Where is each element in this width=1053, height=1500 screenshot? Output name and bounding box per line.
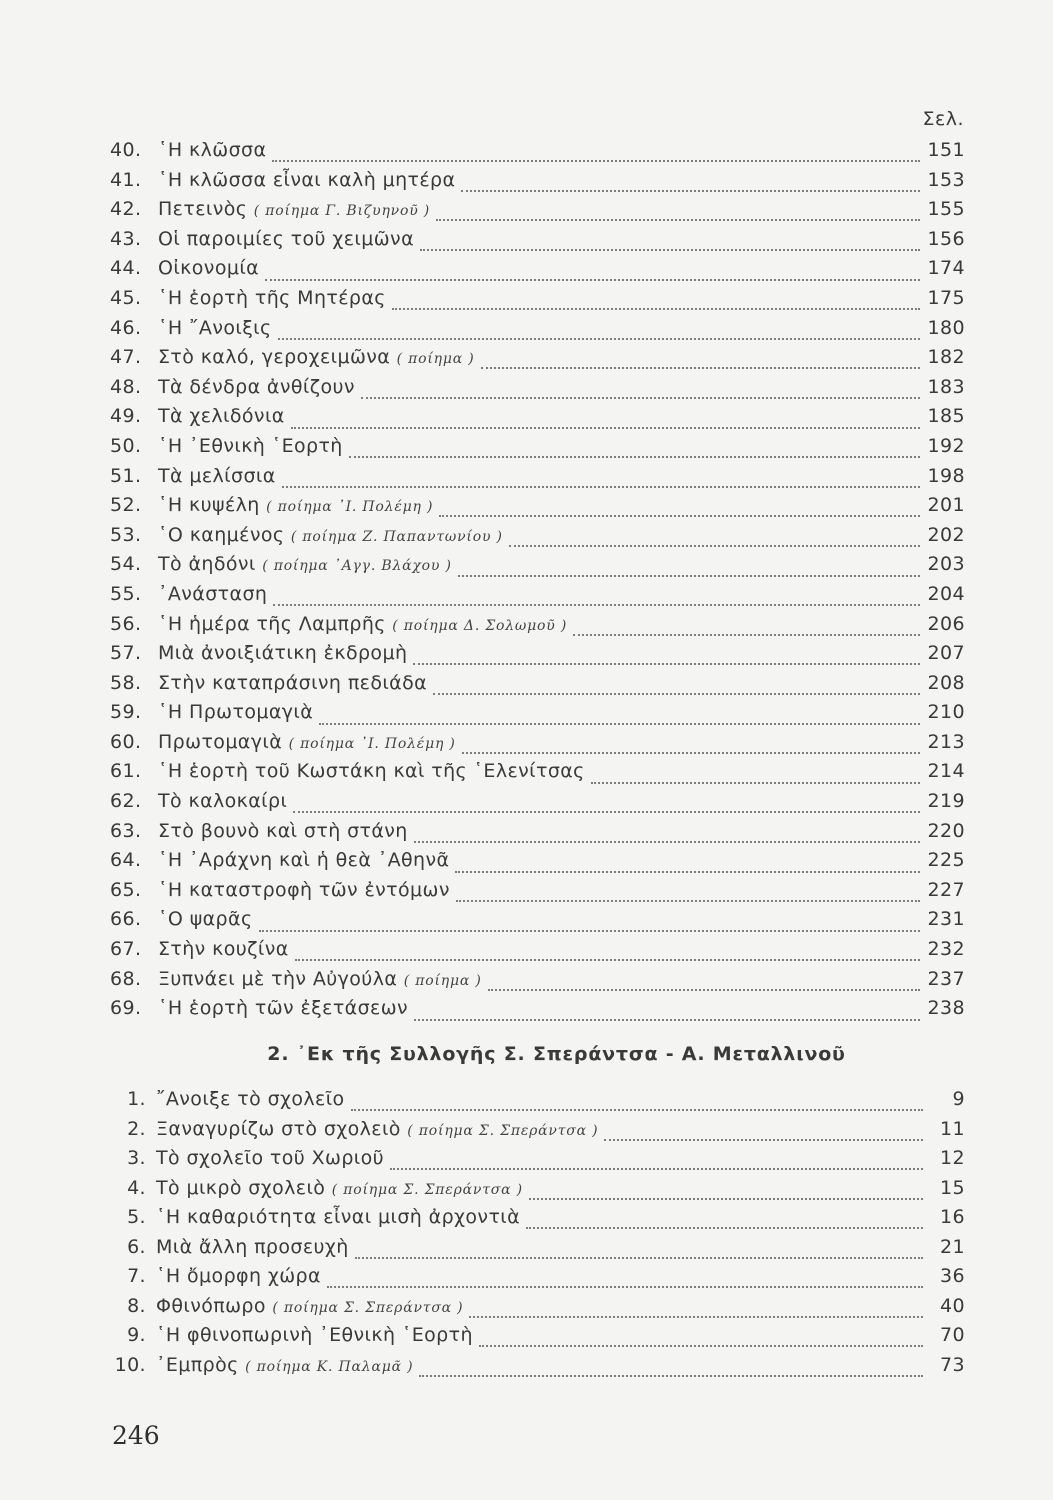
toc-entry	[110, 346, 965, 376]
dot-leader	[295, 958, 920, 961]
toc-entry	[110, 1147, 965, 1177]
entry-number: 56.	[110, 612, 142, 635]
entry-number: 69.	[110, 997, 142, 1020]
entry-number: 8.	[127, 1294, 146, 1317]
dot-leader	[433, 692, 919, 695]
section-2-list	[110, 1088, 965, 1383]
dot-leader	[479, 1344, 923, 1347]
entry-title-text: Τὰ δένδρα ἀνθίζουν	[158, 375, 355, 398]
toc-entry	[110, 1206, 965, 1236]
entry-title	[158, 524, 503, 546]
toc-entry	[110, 820, 965, 850]
entry-title-text: ῾Η φθινοπωρινὴ ᾿Εθνικὴ ῾Εορτὴ	[156, 1324, 473, 1346]
entry-title	[158, 257, 259, 279]
entry-title-text: Ξαναγυρίζω στὸ σχολειὸ	[156, 1117, 401, 1140]
entry-page-number: 231	[927, 908, 965, 931]
entry-page-number: 219	[927, 790, 965, 813]
entry-title-text: Στὴν κουζίνα	[158, 938, 289, 961]
entry-number: 41.	[110, 168, 142, 191]
entry-page-number: 207	[927, 642, 965, 665]
entry-title-text: Τὰ μελίσσια	[158, 464, 276, 487]
entry-title	[158, 820, 408, 842]
entry-title	[156, 1118, 598, 1140]
entry-title	[158, 583, 267, 605]
entry-subtitle: ( ποίημα Δ. Σολωμοῦ )	[392, 617, 568, 634]
toc-entry	[110, 790, 965, 820]
entry-page-number: 198	[927, 464, 965, 487]
entry-number: 57.	[110, 642, 142, 665]
entry-title	[158, 346, 475, 368]
entry-page-number: 182	[927, 346, 965, 369]
table-of-contents	[110, 139, 965, 1027]
entry-title	[158, 849, 449, 871]
entry-title-text: ῾Η κλῶσσα	[158, 139, 267, 161]
entry-number: 53.	[110, 523, 142, 546]
entry-title-text: Φθινόπωρο	[156, 1294, 266, 1317]
entry-subtitle: ( ποίημα Σ. Σπεράντσα )	[331, 1181, 523, 1198]
toc-entry	[110, 1295, 965, 1325]
entry-number: 46.	[110, 316, 142, 339]
dot-leader	[349, 455, 920, 458]
entry-title-text: Οἰκονομία	[158, 257, 260, 280]
dot-leader	[488, 988, 920, 991]
dot-leader	[293, 810, 919, 813]
entry-page-number: 208	[927, 671, 965, 694]
entry-number: 59.	[110, 701, 142, 724]
entry-number: 45.	[110, 286, 142, 309]
entry-title-text: Στὴν καταπράσινη πεδιάδα	[158, 671, 428, 694]
entry-title	[156, 1265, 321, 1287]
entry-page-number: 192	[927, 434, 965, 457]
entry-title	[156, 1206, 520, 1228]
entry-number: 67.	[110, 938, 142, 961]
entry-number: 52.	[110, 494, 142, 517]
entry-number: 43.	[110, 227, 142, 250]
dot-leader	[439, 514, 919, 517]
entry-number: 60.	[110, 730, 142, 753]
entry-page-number: 156	[927, 227, 965, 250]
toc-entry	[110, 553, 965, 583]
entry-subtitle: ( ποίημα ᾿Αγγ. Βλάχου )	[262, 558, 452, 575]
entry-title-text: Τὸ μικρὸ σχολειὸ	[156, 1176, 326, 1199]
entry-page-number: 201	[927, 494, 965, 517]
toc-entry	[110, 1324, 965, 1354]
entry-title	[158, 908, 253, 930]
entry-page-number: 70	[940, 1324, 965, 1346]
entry-number: 5.	[127, 1206, 146, 1228]
toc-entry	[110, 642, 965, 672]
entry-number: 65.	[110, 878, 142, 901]
dot-leader	[327, 1285, 923, 1288]
toc-entry	[110, 1118, 965, 1148]
entry-title-text: Στὸ καλό, γεροχειμῶνα	[158, 346, 391, 369]
entry-title	[156, 1177, 523, 1199]
entry-title-text: Μιὰ ἄλλη προσευχὴ	[156, 1235, 349, 1258]
entry-title-text: ῾Η ᾿Εθνικὴ ῾Εορτὴ	[158, 434, 343, 457]
toc-entry	[110, 908, 965, 938]
entry-page-number: 174	[927, 257, 965, 280]
entry-title	[158, 287, 386, 309]
entry-number: 9.	[127, 1324, 146, 1346]
entry-page-number: 225	[927, 849, 965, 872]
entry-subtitle: ( ποίημα Γ. Βιζυηνοῦ )	[253, 203, 431, 220]
entry-title-text: Στὸ βουνὸ καὶ στὴ στάνη	[158, 819, 408, 842]
entry-subtitle: ( ποίημα )	[396, 351, 475, 368]
entry-title-text: Πρωτομαγιὰ	[158, 730, 283, 753]
entry-page-number: 210	[927, 701, 965, 724]
entry-subtitle: ( ποίημα Κ. Παλαμᾶ )	[245, 1358, 414, 1375]
entry-page-number: 185	[927, 405, 965, 428]
dot-leader	[361, 396, 920, 399]
toc-entry	[110, 613, 965, 643]
entry-title	[158, 997, 408, 1019]
entry-page-number: 183	[927, 375, 965, 398]
entry-number: 66.	[110, 908, 142, 931]
section-heading	[0, 1043, 1053, 1065]
entry-title	[158, 198, 430, 220]
entry-page-number: 175	[927, 286, 965, 309]
entry-number: 44.	[110, 257, 142, 280]
dot-leader	[573, 633, 919, 636]
entry-number: 42.	[110, 198, 142, 221]
dot-leader	[278, 337, 920, 340]
entry-title-text: Πετεινὸς	[158, 198, 248, 221]
toc-entry	[110, 938, 965, 968]
entry-title-text: ῾Ο ψαρᾶς	[158, 908, 253, 931]
entry-number: 55.	[110, 582, 142, 605]
entry-title-text: ῾Η ἑορτὴ τοῦ Κωστάκη καὶ τῆς ῾Ελενίτσας	[158, 760, 585, 783]
entry-title	[156, 1088, 345, 1110]
entry-title	[158, 139, 266, 161]
entry-title	[158, 494, 433, 516]
entry-title	[158, 228, 414, 250]
dot-leader	[414, 1018, 919, 1021]
dot-leader	[390, 1167, 923, 1170]
toc-entry	[110, 317, 965, 347]
entry-title	[158, 672, 427, 694]
toc-entry	[110, 849, 965, 879]
toc-entry	[110, 731, 965, 761]
dot-leader	[273, 603, 919, 606]
entry-title	[156, 1236, 349, 1258]
dot-leader	[529, 1197, 923, 1200]
entry-title	[158, 790, 287, 812]
dot-leader	[392, 307, 920, 310]
entry-title-text: ῾Η ἑορτὴ τῆς Μητέρας	[158, 286, 386, 309]
entry-title-text: ῾Η κυψέλη	[158, 494, 260, 517]
entry-title-text: ῾Η ῎Ανοιξις	[158, 316, 272, 339]
entry-title-text: ῾Η Πρωτομαγιὰ	[158, 701, 314, 724]
dot-leader	[282, 485, 920, 488]
entry-subtitle: ( ποίημα ᾿Ι. Πολέμη )	[288, 735, 456, 752]
dot-leader	[419, 1374, 923, 1377]
toc-entry	[110, 1354, 965, 1384]
entry-subtitle: ( ποίημα ᾿Ι. Πολέμη )	[266, 499, 434, 516]
dot-leader	[481, 366, 920, 369]
entry-number: 48.	[110, 375, 142, 398]
toc-entry	[110, 760, 965, 790]
entry-page-number: 232	[927, 938, 965, 961]
toc-entry	[110, 435, 965, 465]
entry-page-number: 238	[927, 997, 965, 1020]
toc-entry	[110, 257, 965, 287]
entry-page-number: 153	[927, 168, 965, 191]
entry-title	[158, 613, 567, 635]
toc-entry	[110, 169, 965, 199]
entry-number: 49.	[110, 405, 142, 428]
entry-title	[158, 405, 285, 427]
entry-title-text: ῾Η καθαριότητα εἶναι μισὴ ἀρχοντιὰ	[156, 1206, 521, 1228]
dot-leader	[265, 278, 919, 281]
toc-entry	[110, 672, 965, 702]
entry-title	[156, 1295, 463, 1317]
entry-title-text: ῾Ο καημένος	[158, 523, 285, 546]
entry-title-text: ᾿Εμπρὸς	[156, 1353, 239, 1376]
entry-page-number: 40	[940, 1294, 965, 1317]
entry-number: 64.	[110, 849, 142, 872]
entry-subtitle: ( ποίημα Ζ. Παπαντωνίου )	[290, 528, 503, 545]
entry-number: 62.	[110, 790, 142, 813]
dot-leader	[604, 1138, 923, 1141]
entry-page-number: 11	[940, 1117, 965, 1140]
entry-title-text: Τὸ σχολεῖο τοῦ Χωριοῦ	[156, 1147, 385, 1169]
entry-title	[158, 553, 452, 575]
entry-title	[158, 760, 585, 782]
entry-page-number: 206	[927, 612, 965, 635]
dot-leader	[526, 1226, 923, 1229]
dot-leader	[355, 1256, 923, 1259]
dot-leader	[319, 722, 919, 725]
toc-entry	[110, 376, 965, 406]
entry-title	[158, 169, 455, 191]
dot-leader	[272, 159, 919, 162]
entry-title-text: ᾿Ανάσταση	[158, 582, 268, 605]
dot-leader	[458, 574, 920, 577]
toc-entry	[110, 968, 965, 998]
entry-page-number: 204	[927, 582, 965, 605]
entry-page-number: 227	[927, 878, 965, 901]
entry-title	[158, 317, 272, 339]
toc-entry	[110, 1177, 965, 1207]
dot-leader	[420, 248, 920, 251]
entry-title-text: Τὸ καλοκαίρι	[158, 790, 288, 813]
entry-page-number: 12	[940, 1147, 965, 1169]
entry-page-number: 180	[927, 316, 965, 339]
entry-title	[156, 1147, 384, 1169]
toc-entry	[110, 524, 965, 554]
entry-page-number: 220	[927, 819, 965, 842]
entry-number: 1.	[127, 1088, 146, 1110]
page-column-label: Σελ.	[922, 108, 964, 130]
entry-title	[156, 1354, 413, 1376]
entry-title	[158, 642, 407, 664]
dot-leader	[414, 840, 920, 843]
toc-entry	[110, 465, 965, 495]
entry-title-text: ῎Ανοιξε τὸ σχολεῖο	[156, 1088, 345, 1110]
dot-leader	[509, 544, 920, 547]
entry-title	[158, 701, 313, 723]
entry-subtitle: ( ποίημα Σ. Σπεράντσα )	[407, 1122, 599, 1139]
entry-page-number: 9	[952, 1088, 965, 1110]
entry-title-text: ῾Η ἡμέρα τῆς Λαμπρῆς	[158, 612, 386, 635]
toc-entry	[110, 879, 965, 909]
entry-number: 40.	[110, 139, 142, 161]
toc-entry	[110, 405, 965, 435]
entry-title-text: ῾Η ἑορτὴ τῶν ἐξετάσεων	[158, 997, 409, 1020]
entry-number: 54.	[110, 553, 142, 576]
toc-entry	[110, 228, 965, 258]
entry-number: 2.	[127, 1117, 146, 1140]
entry-number: 50.	[110, 434, 142, 457]
entry-number: 51.	[110, 464, 142, 487]
entry-number: 63.	[110, 819, 142, 842]
dot-leader	[413, 662, 919, 665]
toc-entry	[110, 139, 965, 169]
entry-number: 58.	[110, 671, 142, 694]
entry-page-number: 73	[940, 1353, 965, 1376]
dot-leader	[456, 899, 920, 902]
entry-title-text: ῾Η κλῶσσα εἶναι καλὴ μητέρα	[158, 168, 456, 191]
entry-page-number: 36	[940, 1265, 965, 1287]
entry-number: 47.	[110, 346, 142, 369]
entry-number: 68.	[110, 967, 142, 990]
dot-leader	[259, 929, 920, 932]
toc-entry	[110, 1088, 965, 1118]
entry-title	[156, 1324, 473, 1346]
toc-entry	[110, 997, 965, 1027]
toc-entry	[110, 701, 965, 731]
entry-title	[158, 968, 482, 990]
toc-entry	[110, 1236, 965, 1266]
entry-number: 6.	[127, 1235, 146, 1258]
entry-title-text: Μιὰ ἀνοιξιάτικη ἐκδρομὴ	[158, 642, 408, 665]
entry-page-number: 203	[927, 553, 965, 576]
entry-number: 61.	[110, 760, 142, 783]
entry-page-number: 237	[927, 967, 965, 990]
entry-page-number: 16	[940, 1206, 965, 1228]
entry-title	[158, 879, 450, 901]
entry-number: 4.	[127, 1176, 146, 1199]
entry-title-text: Τὸ ἀηδόνι	[158, 553, 256, 576]
entry-number: 7.	[127, 1265, 146, 1287]
entry-title-text: Ξυπνάει μὲ τὴν Αὐγούλα	[158, 967, 398, 990]
entry-page-number: 214	[927, 760, 965, 783]
entry-title	[158, 465, 276, 487]
entry-page-number: 213	[927, 730, 965, 753]
dot-leader	[462, 751, 920, 754]
entry-title-text: Τὰ χελιδόνια	[158, 405, 285, 428]
entry-title	[158, 435, 343, 457]
entry-title	[158, 731, 456, 753]
entry-page-number: 151	[927, 139, 965, 161]
dot-leader	[455, 870, 919, 873]
dot-leader	[469, 1315, 923, 1318]
toc-entry	[110, 287, 965, 317]
dot-leader	[291, 426, 920, 429]
entry-number: 3.	[127, 1147, 146, 1169]
page-number: 246	[112, 1421, 160, 1450]
entry-page-number: 15	[940, 1176, 965, 1199]
entry-number: 10.	[114, 1353, 146, 1376]
toc-entry	[110, 1265, 965, 1295]
dot-leader	[591, 781, 920, 784]
toc-entry	[110, 494, 965, 524]
entry-title	[158, 938, 289, 960]
entry-title-text: ῾Η ὄμορφη χώρα	[156, 1265, 321, 1287]
entry-page-number: 21	[940, 1235, 965, 1258]
dot-leader	[461, 189, 919, 192]
entry-subtitle: ( ποίημα )	[403, 972, 482, 989]
entry-page-number: 155	[927, 198, 965, 221]
dot-leader	[436, 218, 920, 221]
entry-title-text: ῾Η ᾿Αράχνη καὶ ἡ θεὰ ᾿Αθηνᾶ	[158, 849, 450, 872]
entry-page-number: 202	[927, 523, 965, 546]
entry-subtitle: ( ποίημα Σ. Σπεράντσα )	[272, 1299, 464, 1316]
entry-title-text: ῾Η καταστροφὴ τῶν ἐντόμων	[158, 878, 450, 901]
section-heading-text: 2. ᾿Εκ τῆς Συλλογῆς Σ. Σπεράντσα - Α. Μεταλλινοῦ	[267, 1043, 846, 1065]
toc-entry	[110, 198, 965, 228]
entry-title-text: Οἱ παροιμίες τοῦ χειμῶνα	[158, 227, 414, 250]
dot-leader	[351, 1108, 923, 1111]
toc-entry	[110, 583, 965, 613]
entry-title	[158, 376, 355, 398]
